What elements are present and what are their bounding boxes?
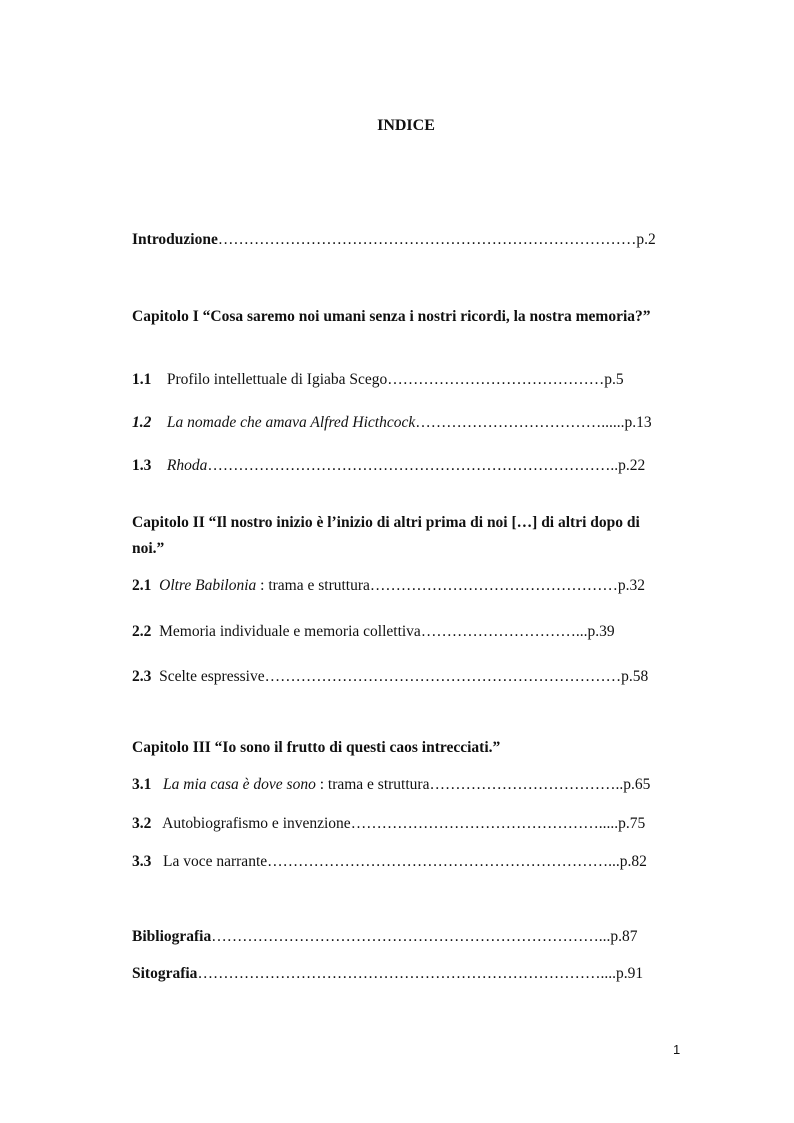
page-title: INDICE: [377, 117, 435, 134]
toc-dots: ……………………………………………………………………..: [207, 457, 619, 474]
toc-page: p.2: [636, 231, 656, 248]
toc-text: La nomade che amava Alfred Hicthcock: [166, 414, 416, 431]
toc-page: p.22: [618, 457, 646, 474]
toc-page: p.39: [587, 623, 615, 640]
toc-entry-3-3[interactable]: [132, 853, 647, 871]
toc-page: p.82: [619, 853, 647, 870]
toc-text: Autobiografismo e invenzione: [162, 815, 351, 832]
toc-entry-sitografia[interactable]: [132, 965, 643, 983]
toc-text: Scelte espressive: [159, 668, 265, 685]
toc-entry-1-3[interactable]: [132, 457, 645, 475]
toc-entry-1-1[interactable]: [132, 371, 624, 389]
toc-entry-bibliografia[interactable]: [132, 928, 637, 946]
toc-dots: …………………………………………………………………...: [211, 928, 611, 945]
toc-num: 1.1: [132, 371, 152, 388]
toc-num: 2.2: [132, 623, 152, 640]
toc-dots: ……………………………………………………………………....: [197, 965, 616, 982]
toc-entry-3-2[interactable]: [132, 815, 645, 833]
toc-num: 3.1: [132, 776, 152, 793]
toc-label: Bibliografia: [132, 928, 212, 945]
toc-num: 2.1: [132, 577, 152, 594]
toc-text: : trama e struttura: [256, 577, 370, 594]
toc-page: p.65: [623, 776, 651, 793]
toc-text: Profilo intellettuale di Igiaba Scego: [166, 371, 388, 388]
toc-text-italic: La mia casa è dove sono: [163, 776, 316, 793]
toc-page: p.32: [617, 577, 646, 594]
toc-page: p.5: [604, 371, 624, 388]
toc-label: Sitografia: [132, 965, 198, 982]
toc-page: p.87: [610, 928, 638, 945]
toc-num: 3.2: [132, 815, 152, 832]
toc-entry-2-1[interactable]: [132, 577, 645, 595]
toc-text-italic: Oltre Babilonia: [159, 577, 257, 594]
toc-num: 1.3: [132, 457, 152, 474]
chapter-heading-2: Capitolo II “Il nostro inizio è l’inizio di altri prima di noi […] di altri dopo di noi.”: [132, 514, 640, 557]
toc-text: Rhoda: [166, 457, 208, 474]
chapter-heading-1: Capitolo I “Cosa saremo noi umani senza i nostri ricordi, la nostra memoria?”: [132, 308, 651, 325]
toc-dots: ……………………………………………………………: [264, 668, 622, 685]
toc-text: Memoria individuale e memoria collettiva: [159, 623, 421, 640]
toc-dots: …………………………………………………………...: [267, 853, 620, 870]
toc-num: 2.3: [132, 668, 152, 685]
toc-entry-2-3[interactable]: [132, 668, 648, 686]
toc-page: p.91: [615, 965, 644, 982]
toc-entry-3-1[interactable]: [132, 776, 650, 794]
toc-num: 1.2: [132, 414, 152, 431]
toc-text: : trama e struttura: [315, 776, 430, 793]
toc-dots: ………………………………......: [415, 414, 625, 431]
page-number: 1: [673, 1042, 681, 1057]
toc-dots: ……………………………………: [387, 371, 605, 388]
toc-dots: …………………………………………: [369, 577, 618, 594]
toc-dots: …………………………...: [420, 623, 588, 640]
toc-entry-2-2[interactable]: [132, 623, 615, 641]
toc-page: p.75: [618, 815, 646, 832]
toc-num: 3.3: [132, 853, 152, 870]
toc-page: p.58: [621, 668, 649, 685]
chapter-heading-3: Capitolo III “Io sono il frutto di questi caos intrecciati.”: [132, 739, 501, 756]
toc-page: p.13: [624, 414, 652, 431]
toc-entry-1-2[interactable]: [132, 414, 652, 432]
toc-text: La voce narrante: [163, 853, 268, 870]
toc-dots: ………………………………………….....: [350, 815, 619, 832]
toc-label: Introduzione: [132, 231, 218, 248]
toc-dots: ………………………………..: [429, 776, 624, 793]
toc-entry-introduzione[interactable]: [132, 231, 656, 249]
toc-dots: ………………………………………………………………………: [217, 231, 637, 248]
